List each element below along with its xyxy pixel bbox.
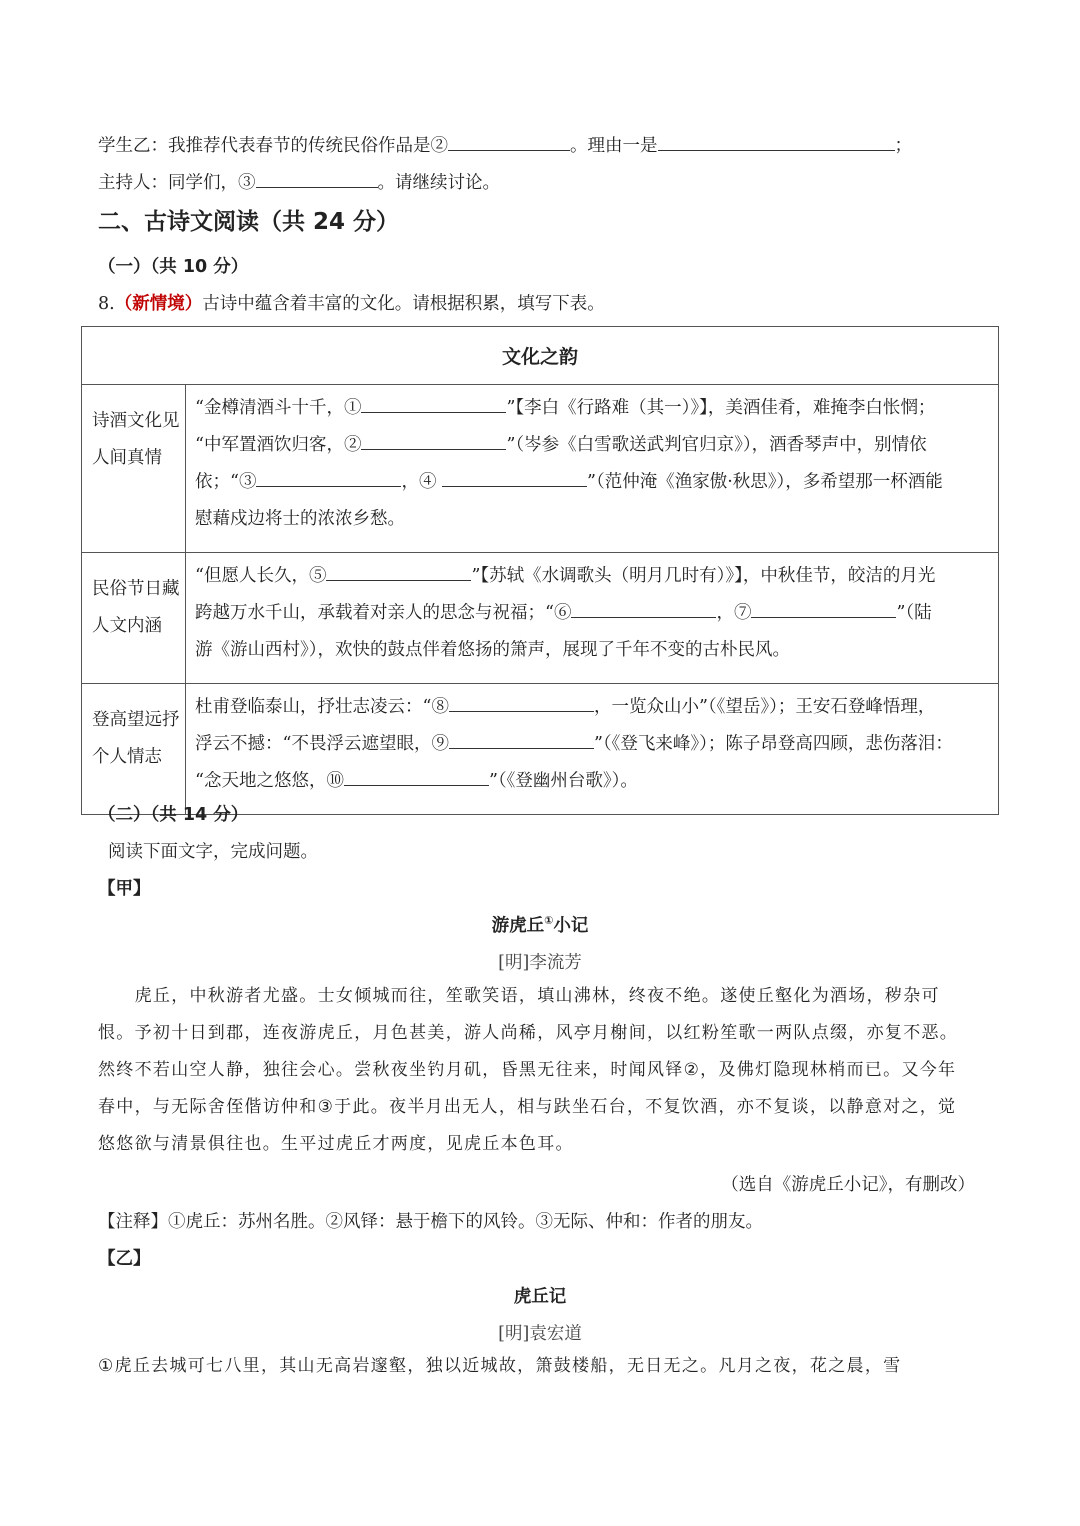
- answer-blank[interactable]: [361, 394, 506, 413]
- jia-title-text: 游虎丘: [491, 916, 545, 936]
- fill-line: [195, 427, 990, 464]
- text-segment: 学生乙：我推荐代表春节的传统民俗作品是②: [98, 136, 448, 156]
- fill-line: [195, 464, 990, 501]
- text-segment: ”（岑参《白雪歌送武判官归京》），酒香琴声中，别情依: [506, 435, 927, 455]
- yi-author: [明]袁宏道: [498, 1324, 582, 1344]
- jia-title: [0, 912, 1080, 937]
- fill-line: [195, 632, 990, 669]
- fill-line: [195, 595, 990, 632]
- yi-title: 虎丘记: [513, 1287, 567, 1307]
- answer-blank[interactable]: [658, 132, 895, 151]
- answer-blank[interactable]: [751, 599, 896, 618]
- answer-blank[interactable]: [256, 169, 378, 188]
- row-category: 登高望远抒个人情志: [82, 684, 186, 815]
- fill-line: [195, 689, 990, 726]
- answer-blank[interactable]: [449, 693, 594, 712]
- text-segment: ”（陆: [896, 603, 932, 623]
- fill-line: [195, 726, 990, 763]
- answer-blank[interactable]: [344, 767, 489, 786]
- table-header: 文化之韵: [82, 327, 999, 385]
- yi-passage: [98, 1348, 988, 1385]
- text-segment: 依；“③: [195, 472, 257, 492]
- culture-table: [81, 326, 999, 815]
- text-segment: ，④: [401, 472, 443, 492]
- row-category: 民俗节日藏人文内涵: [82, 553, 186, 684]
- table-row: [82, 553, 999, 684]
- text-segment: ，一览众山小”（《望岳》）；王安石登峰悟理，: [593, 697, 936, 717]
- table-row: [82, 684, 999, 815]
- text-segment: 。请继续讨论。: [377, 173, 500, 193]
- question-number: 8.: [98, 294, 115, 314]
- text-segment: “中军置酒饮归客，②: [195, 435, 362, 455]
- text-segment: 主持人：同学们，③: [98, 173, 256, 193]
- text-segment: 。理由一是: [570, 136, 658, 156]
- text-segment: “念天地之悠悠，⑩: [195, 771, 344, 791]
- fill-line: [195, 763, 990, 800]
- answer-blank[interactable]: [256, 468, 401, 487]
- answer-blank[interactable]: [326, 562, 471, 581]
- passage-line: 春中，与无际舍侄偕访仲和③于此。夜半月出无人，相与趺坐石台，不复饮酒，亦不复谈，以静意对之，觉: [98, 1097, 957, 1117]
- answer-blank[interactable]: [571, 599, 716, 618]
- section-title: 二、古诗文阅读（共 24 分）: [98, 209, 400, 235]
- jia-source: （选自《游虎丘小记》，有删改）: [721, 1175, 975, 1195]
- passage-line: ①虎丘去城可七八里，其山无高岩邃壑，独以近城故，箫鼓楼船，无日无之。凡月之夜，花之晨，雪: [98, 1356, 902, 1376]
- text-segment: 游《游山西村》），欢快的鼓点伴着悠扬的箫声，展现了千年不变的古朴民风。: [195, 640, 790, 660]
- text-segment: ”【苏轼《水调歌头（明月几时有）》】，中秋佳节，皎洁的月光: [471, 566, 936, 586]
- row-content: [186, 385, 999, 553]
- table-row: [82, 385, 999, 553]
- text-segment: “但愿人长久，⑤: [195, 566, 327, 586]
- student-b-line: [98, 128, 912, 165]
- answer-blank[interactable]: [361, 431, 506, 450]
- text-segment: ”【李白《行路难（其一）》】，美酒佳肴，难掩李白怅惘；: [506, 398, 936, 418]
- text-segment: ”（《登幽州台歌》）。: [488, 771, 638, 791]
- part1-title: （一）（共 10 分）: [98, 257, 249, 277]
- text-segment: ”（《登飞来峰》）；陈子昂登高四顾，悲伤落泪：: [593, 734, 953, 754]
- passage-line: 虎丘，中秋游者尤盛。士女倾城而往，笙歌笑语，填山沸林，终夜不绝。遂使丘壑化为酒场，秽杂可: [98, 986, 940, 1006]
- part2-title: （二）（共 14 分）: [98, 805, 249, 825]
- passage-line: 悠悠欲与清景俱往也。生平过虎丘才两度，见虎丘本色耳。: [98, 1134, 574, 1154]
- text-segment: ；: [894, 136, 912, 156]
- answer-blank[interactable]: [449, 730, 594, 749]
- text-segment: 浮云不撼：“不畏浮云遮望眼，⑨: [195, 734, 449, 754]
- passage-line: 恨。予初十日到郡，连夜游虎丘，月色甚美，游人尚稀，风亭月榭间，以红粉笙歌一两队点缀，亦复不恶。: [98, 1023, 959, 1043]
- text-segment: 杜甫登临泰山，抒壮志凌云：“⑧: [195, 697, 449, 717]
- new-context-tag: （新情境）: [114, 294, 203, 314]
- text-segment: “金樽清酒斗十千，①: [195, 398, 362, 418]
- fill-line: [195, 558, 990, 595]
- row-content: [186, 553, 999, 684]
- row-content: [186, 684, 999, 815]
- instruction: 阅读下面文字，完成问题。: [108, 842, 318, 862]
- answer-blank[interactable]: [448, 132, 570, 151]
- text-segment: 跨越万水千山，承载着对亲人的思念与祝福；“⑥: [195, 603, 572, 623]
- answer-blank[interactable]: [442, 468, 587, 487]
- jia-notes: 【注释】①虎丘：苏州名胜。②风铎：悬于檐下的风铃。③无际、仲和：作者的朋友。: [98, 1212, 763, 1232]
- text-segment: ，⑦: [716, 603, 752, 623]
- question-8: [98, 290, 605, 315]
- text-segment: 慰藉戍边将士的浓浓乡愁。: [195, 509, 405, 529]
- jia-label: 【甲】: [98, 879, 151, 899]
- yi-label: 【乙】: [98, 1249, 151, 1269]
- jia-author: [明]李流芳: [498, 953, 582, 973]
- question-text: 古诗中蕴含着丰富的文化。请根据积累，填写下表。: [202, 294, 605, 314]
- fill-line: [195, 501, 990, 538]
- jia-title-rest: 小记: [553, 916, 589, 936]
- top-lines: [98, 128, 912, 202]
- fill-line: [195, 390, 990, 427]
- jia-passage: [98, 978, 988, 1163]
- text-segment: ”（范仲淹《渔家傲·秋思》），多希望那一杯酒能: [587, 472, 943, 492]
- host-line: [98, 165, 912, 202]
- jia-title-note: ①: [544, 914, 554, 928]
- passage-line: 然终不若山空人静，独往会心。尝秋夜坐钓月矶，昏黑无往来，时闻风铎②，及佛灯隐现林梢而已。又今年: [98, 1060, 957, 1080]
- row-category: 诗酒文化见人间真情: [82, 385, 186, 553]
